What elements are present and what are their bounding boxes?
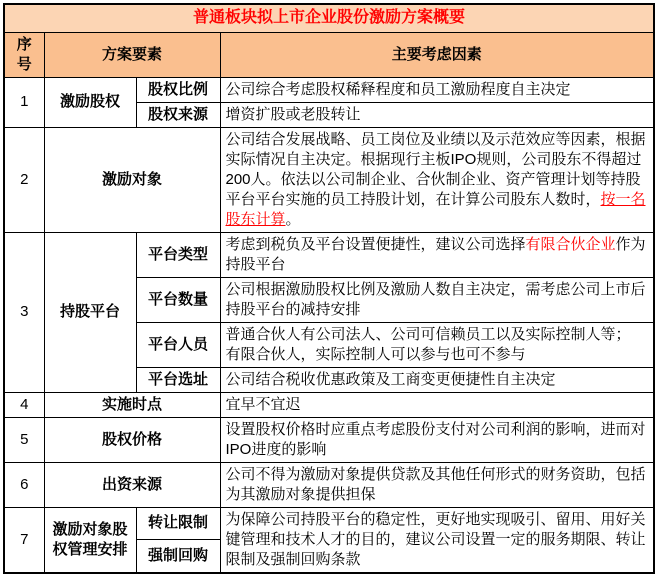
factor-text: 普通合伙人有公司法人、公司可信赖员工以及实际控制人等； 有限合伙人，实际控制人可以参与也可不参与 xyxy=(220,322,654,367)
factor-text: 设置股权价格时应重点考虑股份支付对公司利润的影响，进而对IPO进度的影响 xyxy=(220,417,654,462)
column-header-factors: 主要考虑因素 xyxy=(220,32,654,77)
sub-element-label: 平台类型 xyxy=(136,232,220,277)
element-label: 激励对象 xyxy=(44,127,220,232)
table-row xyxy=(4,462,654,507)
factor-text: 增资扩股或老股转让 xyxy=(220,102,654,127)
header-row xyxy=(4,32,654,77)
table-row xyxy=(4,417,654,462)
element-label: 股权价格 xyxy=(44,417,220,462)
incentive-plan-table xyxy=(3,3,655,574)
row-number-cell: 7 xyxy=(4,507,44,573)
element-label: 持股平台 xyxy=(44,232,136,392)
sub-element-label: 平台数量 xyxy=(136,277,220,322)
sub-element-label: 平台人员 xyxy=(136,322,220,367)
element-label: 激励股权 xyxy=(44,77,136,127)
factor-text: 宜早不宜迟 xyxy=(220,392,654,417)
factor-text: 公司综合考虑股权稀释程度和员工激励程度自主决定 xyxy=(220,77,654,102)
element-label: 出资来源 xyxy=(44,462,220,507)
element-label: 实施时点 xyxy=(44,392,220,417)
table-row xyxy=(4,507,654,539)
row-number-cell: 6 xyxy=(4,462,44,507)
sub-element-label: 股权比例 xyxy=(136,77,220,102)
sub-element-label: 转让限制 xyxy=(136,507,220,539)
factor-text: 公司不得为激励对象提供贷款及其他任何形式的财务资助，包括为其激励对象提供担保 xyxy=(220,462,654,507)
column-header-no: 序号 xyxy=(4,32,44,77)
sub-element-label: 股权来源 xyxy=(136,102,220,127)
factor-text: 公司结合税收优惠政策及工商变更便捷性自主决定 xyxy=(220,367,654,392)
factor-text: 为保障公司持股平台的稳定性，更好地实现吸引、留用、用好关键管理和技术人才的目的，建议公司设置一定的服务期限、转让限制及强制回购条款 xyxy=(220,507,654,573)
row-number-cell: 4 xyxy=(4,392,44,417)
row-number-cell: 2 xyxy=(4,127,44,232)
factor-text: 公司结合发展战略、员工岗位及业绩以及示范效应等因素，根据实际情况自主决定。根据现行主板IPO规则，公司股东不得超过200人。依法以公司制企业、合伙制企业、资产管理计划等持股平台平台实施的员工持股计划，在计算公司股东人数时，按一名股东计算。 xyxy=(220,127,654,232)
page-title: 普通板块拟上市企业股份激励方案概要 xyxy=(4,4,654,32)
row-number-cell: 1 xyxy=(4,77,44,127)
element-label: 激励对象股权管理安排 xyxy=(44,507,136,573)
row-number-cell: 3 xyxy=(4,232,44,392)
sub-element-label: 平台选址 xyxy=(136,367,220,392)
title-row xyxy=(4,4,654,32)
table-row xyxy=(4,232,654,277)
row-number-cell: 5 xyxy=(4,417,44,462)
factor-text: 公司根据激励股权比例及激励人数自主决定，需考虑公司上市后持股平台的减持安排 xyxy=(220,277,654,322)
table-row xyxy=(4,127,654,232)
column-header-element: 方案要素 xyxy=(44,32,220,77)
table-row xyxy=(4,77,654,102)
factor-text: 考虑到税负及平台设置便捷性，建议公司选择有限合伙企业作为持股平台 xyxy=(220,232,654,277)
table-row xyxy=(4,392,654,417)
sub-element-label: 强制回购 xyxy=(136,539,220,572)
